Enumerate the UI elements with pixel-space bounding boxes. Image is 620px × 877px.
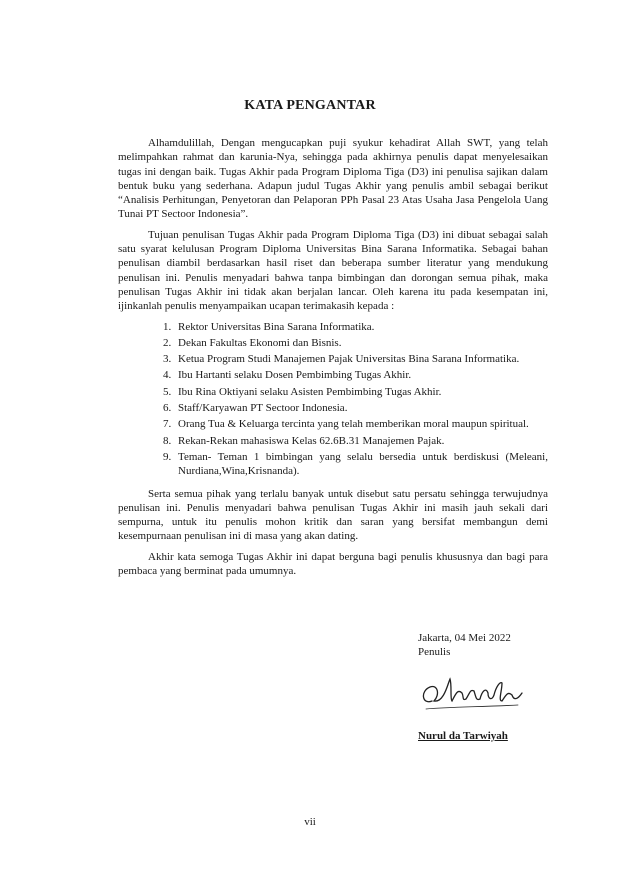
paragraph-final: Akhir kata semoga Tugas Akhir ini dapat berguna bagi penulis khususnya dan bagi para pembaca yang berminat pada umumnya. <box>118 550 548 578</box>
document-body <box>118 136 548 584</box>
list-item: 8. Rekan-Rekan mahasiswa Kelas 62.6B.31 Manajemen Pajak. <box>174 434 548 448</box>
signature-block <box>418 631 558 743</box>
author-name: Nurul da Tarwiyah <box>418 730 508 742</box>
list-item: 6. Staff/Karyawan PT Sectoor Indonesia. <box>174 401 548 415</box>
list-item: 4. Ibu Hartanti selaku Dosen Pembimbing Tugas Akhir. <box>174 368 548 382</box>
list-item: 9. Teman- Teman 1 bimbingan yang selalu bersedia untuk berdiskusi (Meleani, Nurdiana,Wina,Krisnanda). <box>174 450 548 479</box>
list-item: 7. Orang Tua & Keluarga tercinta yang telah memberikan moral maupun spiritual. <box>174 417 548 431</box>
list-item: 5. Ibu Rina Oktiyani selaku Asisten Pembimbing Tugas Akhir. <box>174 385 548 399</box>
paragraph-purpose: Tujuan penulisan Tugas Akhir pada Program Diploma Tiga (D3) ini dibuat sebagai salah satu syarat kelulusan Program Diploma Universitas Bina Sarana Informatika. Sebagai bahan penulisan diambil berdasarkan hasil riset dan beberapa sumber literatur yang mendukung penulisan ini. Penulis menyadari bahwa tanpa bimbingan dan dorongan semua pihak, maka penulisan Tugas Akhir ini tidak akan berjalan lancar. Oleh karena itu pada kesempatan ini, ijinkanlah penulis menyampaikan ucapan terimakasih kepada : <box>118 228 548 313</box>
page-number: vii <box>304 816 316 828</box>
handwritten-signature <box>418 671 528 715</box>
place-date: Jakarta, 04 Mei 2022 <box>418 632 511 644</box>
acknowledgement-list <box>118 320 548 479</box>
signature-role: Penulis <box>418 646 451 658</box>
page-title: KATA PENGANTAR <box>244 98 376 113</box>
paragraph-opening: Alhamdulillah, Dengan mengucapkan puji syukur kehadirat Allah SWT, yang telah melimpahkan rahmat dan karunia-Nya, sehingga pada akhirnya penulis dapat menyelesaikan tugas ini dengan baik. Tugas Akhir pada Program Diploma Tiga (D3) ini penulisa sajikan dalam bentuk buku yang sederhana. Adapun judul Tugas Akhir yang penulis ambil sebagai berikut “Analisis Perhitungan, Penyetoran dan Pelaporan PPh Pasal 23 Atas Usaha Jasa Pengelola Uang Tunai PT Sectoor Indonesia”. <box>118 137 548 221</box>
list-item: 2. Dekan Fakultas Ekonomi dan Bisnis. <box>174 336 548 350</box>
list-item: 1. Rektor Universitas Bina Sarana Informatika. <box>174 320 548 334</box>
paragraph-closing: Serta semua pihak yang terlalu banyak untuk disebut satu persatu sehingga terwujudnya penulisan ini. Penulis menyadari bahwa penulisan Tugas Akhir ini masih jauh sekali dari sempurna, untuk itu penulis mohon kritik dan saran yang bersifat membangun demi kesempurnaan penulisan ini di masa yang akan dating. <box>118 487 548 543</box>
list-item: 3. Ketua Program Studi Manajemen Pajak Universitas Bina Sarana Informatika. <box>174 352 548 366</box>
